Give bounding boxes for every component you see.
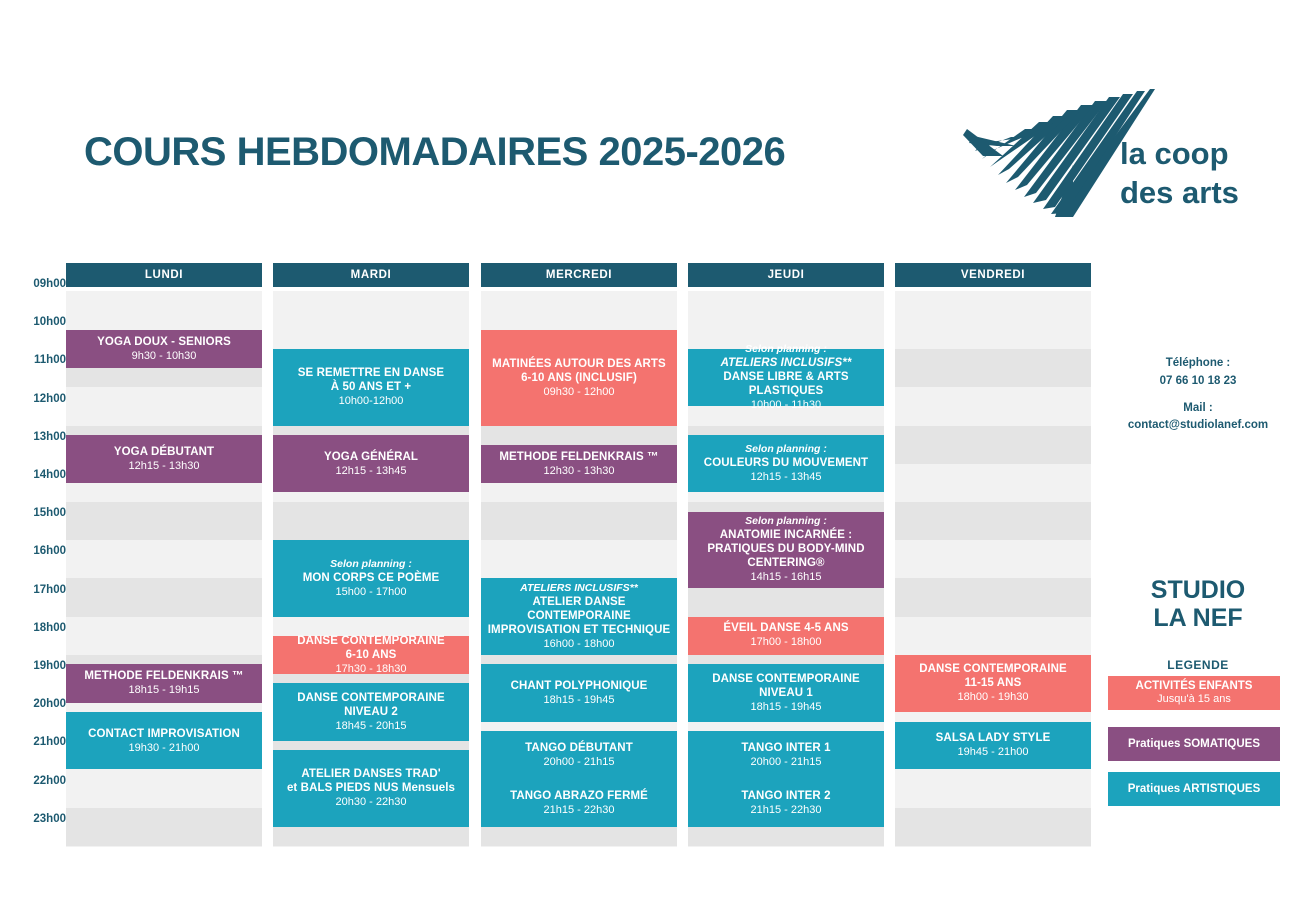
legend-label: ACTIVITÉS ENFANTS [1135, 679, 1253, 692]
course-name: DANSE CONTEMPORAINE [297, 634, 445, 647]
course-name: PRATIQUES DU BODY-MIND [707, 542, 865, 555]
logo-line-1: la coop [1120, 136, 1229, 171]
course-name: ATELIER DANSE [532, 595, 626, 608]
legend-sublabel: Jusqu'à 15 ans [1157, 693, 1231, 706]
time-label: 11h00 [34, 354, 66, 367]
course-name: CENTERING® [747, 556, 825, 569]
course-name: TANGO ABRAZO FERMÉ [510, 789, 648, 802]
course-block[interactable] [481, 330, 677, 426]
course-name: ANATOMIE INCARNÉE : [719, 528, 853, 541]
course-name: À 50 ANS ET + [330, 381, 412, 394]
course-name: ATELIERS INCLUSIFS** [720, 357, 852, 370]
course-block[interactable] [481, 578, 677, 654]
time-label: 23h00 [33, 812, 66, 825]
mail-value: contact@studiolanef.com [1127, 419, 1269, 432]
time-label: 20h00 [33, 698, 66, 711]
course-block[interactable] [273, 540, 469, 616]
course-name: ATELIER DANSES TRAD' [301, 768, 441, 781]
course-block[interactable] [273, 435, 469, 492]
hour-stripe [895, 808, 1091, 846]
course-block[interactable] [688, 779, 884, 827]
course-time: 20h00 - 21h15 [750, 755, 822, 768]
course-name: MON CORPS CE POÈME [302, 571, 440, 584]
day-header: VENDREDI [895, 263, 1091, 287]
legend-item [1108, 772, 1280, 806]
course-name: YOGA GÉNÉRAL [323, 450, 419, 463]
course-name: IMPROVISATION ET TECHNIQUE [487, 623, 671, 636]
course-time: 18h15 - 19h45 [543, 693, 615, 706]
course-time: 09h30 - 12h00 [543, 385, 615, 398]
day-column-vendredi [895, 263, 1091, 847]
course-block[interactable] [273, 750, 469, 826]
studio-name [1108, 576, 1288, 632]
course-name: MATINÉES AUTOUR DES ARTS [492, 357, 666, 370]
time-label: 09h00 [33, 278, 66, 290]
course-time: 19h30 - 21h00 [128, 741, 200, 754]
day-body [895, 291, 1091, 847]
course-name: TANGO INTER 2 [741, 789, 831, 802]
course-name: 11-15 ANS [964, 677, 1022, 690]
time-label: 13h00 [33, 430, 66, 443]
course-time: 19h45 - 21h00 [957, 746, 1029, 759]
phone-value: 07 66 10 18 23 [1159, 374, 1237, 387]
time-label: 16h00 [33, 545, 66, 558]
course-time: 17h00 - 18h00 [750, 636, 822, 649]
day-column-lundi [66, 263, 262, 847]
course-time: 10h00 - 11h30 [750, 399, 822, 412]
course-name: YOGA DOUX - SENIORS [97, 335, 231, 348]
course-note: ATELIERS INCLUSIFS** [520, 581, 638, 594]
course-block[interactable] [481, 731, 677, 779]
studio-line-2: LA NEF [1153, 604, 1243, 632]
course-note: Selon planning : [330, 557, 412, 570]
day-body [273, 291, 469, 847]
course-name: CONTEMPORAINE [527, 609, 631, 622]
course-time: 14h15 - 16h15 [750, 570, 822, 583]
course-note: Selon planning : [745, 443, 827, 456]
day-body [688, 291, 884, 847]
time-label: 18h00 [33, 621, 66, 634]
day-body [481, 291, 677, 847]
course-time: 18h45 - 20h15 [335, 719, 407, 732]
course-name: TANGO DÉBUTANT [525, 741, 633, 754]
coop-swoosh-icon [905, 85, 1155, 220]
course-time: 12h30 - 13h30 [543, 464, 615, 477]
time-label: 21h00 [33, 736, 66, 749]
course-time: 9h30 - 10h30 [131, 349, 197, 362]
course-name: SALSA LADY STYLE [935, 732, 1051, 745]
course-time: 20h00 - 21h15 [543, 755, 615, 768]
time-label: 15h00 [33, 507, 66, 520]
course-name: DANSE CONTEMPORAINE [297, 691, 445, 704]
phone-label: Téléphone : [1165, 357, 1231, 369]
time-label: 17h00 [33, 583, 66, 596]
day-header: MERCREDI [481, 263, 677, 287]
course-time: 12h15 - 13h45 [335, 464, 407, 477]
course-note: Selon planning : [745, 515, 827, 528]
legend-item [1108, 676, 1280, 710]
logo-text [1120, 135, 1239, 213]
course-block[interactable] [66, 712, 262, 769]
course-block[interactable] [688, 435, 884, 492]
course-time: 15h00 - 17h00 [335, 585, 407, 598]
course-name: NIVEAU 2 [344, 705, 398, 718]
time-label: 22h00 [33, 774, 66, 787]
hour-stripe [481, 502, 677, 540]
hour-stripe [66, 502, 262, 540]
legend-label: Pratiques ARTISTIQUES [1127, 782, 1261, 795]
time-label: 12h00 [33, 392, 66, 405]
course-block[interactable] [688, 343, 884, 412]
day-column-mardi [273, 263, 469, 847]
course-block[interactable] [481, 779, 677, 827]
day-header: LUNDI [66, 263, 262, 287]
time-label: 10h00 [33, 316, 66, 329]
course-block[interactable] [66, 435, 262, 483]
course-name: 6-10 ANS [345, 648, 397, 661]
studio-line-1: STUDIO [1150, 576, 1246, 604]
legend-label: Pratiques SOMATIQUES [1127, 737, 1261, 750]
course-time: 21h15 - 22h30 [543, 803, 615, 816]
day-column-jeudi [688, 263, 884, 847]
day-body [66, 291, 262, 847]
page-title: COURS HEBDOMADAIRES 2025-2026 [84, 130, 786, 174]
course-time: 10h00-12h00 [338, 395, 404, 408]
course-block[interactable] [895, 722, 1091, 770]
course-block[interactable] [481, 664, 677, 721]
day-column-mercredi [481, 263, 677, 847]
logo-line-2: des arts [1120, 174, 1239, 210]
hour-stripe [66, 808, 262, 846]
course-block[interactable] [688, 731, 884, 779]
hour-stripe [895, 578, 1091, 616]
course-block[interactable] [688, 617, 884, 655]
course-name: DANSE CONTEMPORAINE [919, 663, 1067, 676]
course-name: ÉVEIL DANSE 4-5 ANS [723, 622, 849, 635]
course-name: et BALS PIEDS NUS Mensuels [286, 782, 456, 795]
hour-stripe [66, 578, 262, 616]
course-note: Selon planning : [745, 343, 827, 356]
course-time: 21h15 - 22h30 [750, 803, 822, 816]
course-name: DANSE CONTEMPORAINE [712, 672, 860, 685]
hour-stripe [273, 502, 469, 540]
course-name: SE REMETTRE EN DANSE [297, 367, 445, 380]
course-time: 18h15 - 19h45 [750, 700, 822, 713]
course-block[interactable] [895, 655, 1091, 712]
hour-stripe [895, 502, 1091, 540]
course-block[interactable] [66, 664, 262, 702]
course-time: 18h15 - 19h15 [128, 684, 200, 697]
course-name: CONTACT IMPROVISATION [88, 727, 240, 740]
course-name: COULEURS DU MOUVEMENT [703, 456, 869, 469]
course-block[interactable] [66, 330, 262, 368]
course-name: TANGO INTER 1 [741, 741, 831, 754]
contact-block [1108, 355, 1288, 435]
course-name: METHODE FELDENKRAIS ™ [84, 670, 244, 683]
course-block[interactable] [688, 512, 884, 588]
mail-label: Mail : [1183, 401, 1213, 414]
legend-item [1108, 727, 1280, 761]
course-name: NIVEAU 1 [759, 686, 813, 699]
time-label: 14h00 [33, 469, 66, 481]
course-time: 12h15 - 13h45 [750, 470, 822, 483]
course-name: 6-10 ANS (INCLUSIF) [521, 371, 637, 384]
course-name: YOGA DÉBUTANT [113, 445, 215, 458]
course-name: CHANT POLYPHONIQUE [510, 679, 648, 692]
course-name: METHODE FELDENKRAIS ™ [499, 450, 659, 463]
course-block[interactable] [481, 445, 677, 483]
course-block[interactable] [688, 664, 884, 721]
hour-stripe [895, 426, 1091, 464]
hour-stripe [895, 349, 1091, 387]
day-header: MARDI [273, 263, 469, 287]
course-name: DANSE LIBRE & ARTS PLASTIQUES [723, 371, 849, 398]
legend-title: LEGENDE [1167, 658, 1229, 672]
time-label: 19h00 [33, 660, 66, 672]
course-block[interactable] [273, 349, 469, 425]
course-time: 12h15 - 13h30 [128, 459, 200, 472]
logo [905, 85, 1255, 225]
course-block[interactable] [273, 683, 469, 740]
course-block[interactable] [273, 636, 469, 674]
day-header: JEUDI [688, 263, 884, 287]
course-time: 18h00 - 19h30 [957, 691, 1029, 704]
course-time: 20h30 - 22h30 [335, 796, 407, 809]
course-time: 16h00 - 18h00 [543, 637, 615, 650]
course-time: 17h30 - 18h30 [335, 662, 407, 675]
